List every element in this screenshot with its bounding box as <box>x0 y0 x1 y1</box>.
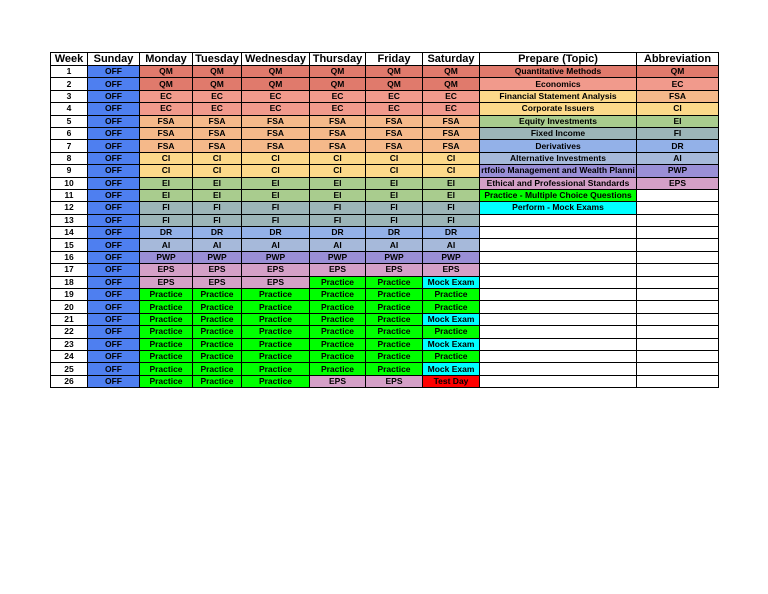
day-cell[interactable]: CI <box>366 165 423 177</box>
day-cell[interactable]: Practice <box>423 289 480 301</box>
day-cell[interactable]: Practice <box>423 326 480 338</box>
header-sunday[interactable]: Sunday <box>88 53 140 66</box>
day-cell[interactable]: EPS <box>310 375 366 387</box>
day-cell[interactable]: EI <box>193 189 242 201</box>
week-cell[interactable]: 20 <box>51 301 88 313</box>
topic-cell[interactable]: Perform - Mock Exams <box>480 202 637 214</box>
day-cell[interactable]: EI <box>242 177 310 189</box>
day-cell[interactable]: PWP <box>423 251 480 263</box>
day-cell[interactable]: Practice <box>193 289 242 301</box>
day-cell[interactable]: Practice <box>423 350 480 362</box>
header-thursday[interactable]: Thursday <box>310 53 366 66</box>
day-cell[interactable]: PWP <box>193 251 242 263</box>
abbreviation-cell[interactable]: CI <box>637 103 719 115</box>
day-cell[interactable]: QM <box>310 66 366 78</box>
week-cell[interactable]: 10 <box>51 177 88 189</box>
abbreviation-cell[interactable]: EC <box>637 78 719 90</box>
day-cell[interactable]: OFF <box>88 177 140 189</box>
day-cell[interactable]: FI <box>193 214 242 226</box>
week-cell[interactable]: 12 <box>51 202 88 214</box>
day-cell[interactable]: EI <box>423 189 480 201</box>
abbreviation-cell[interactable] <box>637 350 719 362</box>
day-cell[interactable]: Practice <box>140 375 193 387</box>
table-row <box>51 214 719 226</box>
day-cell[interactable]: FSA <box>366 140 423 152</box>
day-cell[interactable]: FI <box>140 214 193 226</box>
table-row <box>51 264 719 276</box>
table-row <box>51 289 719 301</box>
day-cell[interactable]: FSA <box>140 127 193 139</box>
table-row <box>51 115 719 127</box>
day-cell[interactable]: Practice <box>242 375 310 387</box>
topic-cell[interactable] <box>480 363 637 375</box>
day-cell[interactable]: OFF <box>88 227 140 239</box>
day-cell[interactable]: OFF <box>88 165 140 177</box>
topic-cell[interactable]: Corporate Issuers <box>480 103 637 115</box>
day-cell[interactable]: FI <box>423 214 480 226</box>
topic-cell[interactable] <box>480 375 637 387</box>
day-cell[interactable]: Practice <box>193 313 242 325</box>
schedule-body <box>51 66 719 388</box>
day-cell[interactable]: EPS <box>366 264 423 276</box>
topic-cell[interactable] <box>480 289 637 301</box>
header-row <box>51 53 719 66</box>
week-cell[interactable]: 17 <box>51 264 88 276</box>
day-cell[interactable]: Practice <box>193 301 242 313</box>
week-cell[interactable]: 19 <box>51 289 88 301</box>
day-cell[interactable]: CI <box>423 165 480 177</box>
abbreviation-cell[interactable] <box>637 326 719 338</box>
day-cell[interactable]: Practice <box>310 301 366 313</box>
day-cell[interactable]: OFF <box>88 301 140 313</box>
week-cell[interactable]: 22 <box>51 326 88 338</box>
abbreviation-cell[interactable]: QM <box>637 66 719 78</box>
abbreviation-cell[interactable]: EPS <box>637 177 719 189</box>
day-cell[interactable]: QM <box>366 66 423 78</box>
header-friday[interactable]: Friday <box>366 53 423 66</box>
table-row <box>51 251 719 263</box>
day-cell[interactable]: Practice <box>193 350 242 362</box>
day-cell[interactable]: OFF <box>88 289 140 301</box>
day-cell[interactable]: Practice <box>310 313 366 325</box>
topic-cell[interactable]: Equity Investments <box>480 115 637 127</box>
day-cell[interactable]: EI <box>193 177 242 189</box>
week-cell[interactable]: 23 <box>51 338 88 350</box>
topic-cell[interactable] <box>480 350 637 362</box>
abbreviation-cell[interactable] <box>637 202 719 214</box>
day-cell[interactable]: FSA <box>310 127 366 139</box>
day-cell[interactable]: EPS <box>193 264 242 276</box>
header-week[interactable]: Week <box>51 53 88 66</box>
day-cell[interactable]: EI <box>366 189 423 201</box>
day-cell[interactable]: CI <box>423 152 480 164</box>
week-cell[interactable]: 24 <box>51 350 88 362</box>
day-cell[interactable]: AI <box>140 239 193 251</box>
abbreviation-cell[interactable]: DR <box>637 140 719 152</box>
day-cell[interactable]: OFF <box>88 66 140 78</box>
table-row <box>51 78 719 90</box>
day-cell[interactable]: OFF <box>88 115 140 127</box>
day-cell[interactable]: OFF <box>88 375 140 387</box>
day-cell[interactable]: FI <box>140 202 193 214</box>
day-cell[interactable]: Practice <box>310 289 366 301</box>
day-cell[interactable]: FSA <box>140 115 193 127</box>
day-cell[interactable]: EI <box>310 177 366 189</box>
day-cell[interactable]: Practice <box>140 313 193 325</box>
table-row <box>51 338 719 350</box>
day-cell[interactable]: FSA <box>242 127 310 139</box>
header-abbreviation[interactable]: Abbreviation <box>637 53 719 66</box>
day-cell[interactable]: Practice <box>310 338 366 350</box>
day-cell[interactable]: AI <box>242 239 310 251</box>
table-row <box>51 165 719 177</box>
abbreviation-cell[interactable] <box>637 301 719 313</box>
table-row <box>51 239 719 251</box>
day-cell[interactable]: AI <box>423 239 480 251</box>
topic-cell[interactable] <box>480 264 637 276</box>
day-cell[interactable]: Practice <box>366 276 423 288</box>
day-cell[interactable]: CI <box>310 165 366 177</box>
day-cell[interactable]: EPS <box>140 276 193 288</box>
day-cell[interactable]: CI <box>193 165 242 177</box>
day-cell[interactable]: FSA <box>193 127 242 139</box>
abbreviation-cell[interactable]: EI <box>637 115 719 127</box>
abbreviation-cell[interactable] <box>637 214 719 226</box>
table-row <box>51 276 719 288</box>
day-cell[interactable]: Practice <box>242 289 310 301</box>
day-cell[interactable]: EC <box>242 103 310 115</box>
header-monday[interactable]: Monday <box>140 53 193 66</box>
day-cell[interactable]: OFF <box>88 127 140 139</box>
day-cell[interactable]: Mock Exam <box>423 363 480 375</box>
table-row <box>51 140 719 152</box>
day-cell[interactable]: QM <box>242 66 310 78</box>
day-cell[interactable]: OFF <box>88 350 140 362</box>
day-cell[interactable]: EC <box>423 90 480 102</box>
day-cell[interactable]: QM <box>310 78 366 90</box>
day-cell[interactable]: EPS <box>366 375 423 387</box>
topic-cell[interactable]: Derivatives <box>480 140 637 152</box>
abbreviation-cell[interactable] <box>637 264 719 276</box>
day-cell[interactable]: Practice <box>366 363 423 375</box>
week-cell[interactable]: 3 <box>51 90 88 102</box>
day-cell[interactable]: FSA <box>423 127 480 139</box>
day-cell[interactable]: OFF <box>88 326 140 338</box>
day-cell[interactable]: Practice <box>242 350 310 362</box>
day-cell[interactable]: QM <box>193 78 242 90</box>
day-cell[interactable]: DR <box>366 227 423 239</box>
table-row <box>51 375 719 387</box>
week-cell[interactable]: 1 <box>51 66 88 78</box>
day-cell[interactable]: FI <box>423 202 480 214</box>
abbreviation-cell[interactable] <box>637 276 719 288</box>
day-cell[interactable]: FSA <box>423 140 480 152</box>
abbreviation-cell[interactable] <box>637 227 719 239</box>
table-row <box>51 90 719 102</box>
table-row <box>51 326 719 338</box>
day-cell[interactable]: OFF <box>88 251 140 263</box>
day-cell[interactable]: CI <box>242 152 310 164</box>
day-cell[interactable]: FSA <box>242 115 310 127</box>
day-cell[interactable]: EC <box>366 90 423 102</box>
day-cell[interactable]: EC <box>193 103 242 115</box>
day-cell[interactable]: Practice <box>366 338 423 350</box>
day-cell[interactable]: EI <box>310 189 366 201</box>
topic-cell[interactable]: Ethical and Professional Standards <box>480 177 637 189</box>
day-cell[interactable]: OFF <box>88 313 140 325</box>
day-cell[interactable]: EC <box>242 90 310 102</box>
day-cell[interactable]: EI <box>140 189 193 201</box>
day-cell[interactable]: FI <box>242 202 310 214</box>
week-cell[interactable]: 14 <box>51 227 88 239</box>
table-row <box>51 127 719 139</box>
day-cell[interactable]: Practice <box>140 326 193 338</box>
header-tuesday[interactable]: Tuesday <box>193 53 242 66</box>
day-cell[interactable]: Practice <box>242 301 310 313</box>
day-cell[interactable]: QM <box>193 66 242 78</box>
topic-cell[interactable] <box>480 326 637 338</box>
day-cell[interactable]: EC <box>140 103 193 115</box>
day-cell[interactable]: Practice <box>366 326 423 338</box>
day-cell[interactable]: Practice <box>310 363 366 375</box>
table-row <box>51 350 719 362</box>
table-row <box>51 301 719 313</box>
day-cell[interactable]: CI <box>310 152 366 164</box>
day-cell[interactable]: OFF <box>88 189 140 201</box>
day-cell[interactable]: FSA <box>140 140 193 152</box>
day-cell[interactable]: OFF <box>88 276 140 288</box>
topic-cell[interactable] <box>480 251 637 263</box>
abbreviation-cell[interactable]: FSA <box>637 90 719 102</box>
day-cell[interactable]: EPS <box>310 264 366 276</box>
day-cell[interactable]: CI <box>193 152 242 164</box>
day-cell[interactable]: Practice <box>310 276 366 288</box>
table-row <box>51 227 719 239</box>
day-cell[interactable]: OFF <box>88 363 140 375</box>
day-cell[interactable]: DR <box>193 227 242 239</box>
table-row <box>51 177 719 189</box>
day-cell[interactable]: FSA <box>423 115 480 127</box>
abbreviation-cell[interactable]: PWP <box>637 165 719 177</box>
day-cell[interactable]: FI <box>242 214 310 226</box>
day-cell[interactable]: Mock Exam <box>423 276 480 288</box>
day-cell[interactable]: FSA <box>310 115 366 127</box>
day-cell[interactable]: OFF <box>88 214 140 226</box>
day-cell[interactable]: CI <box>242 165 310 177</box>
day-cell[interactable]: EPS <box>140 264 193 276</box>
topic-cell[interactable] <box>480 276 637 288</box>
day-cell[interactable]: FSA <box>310 140 366 152</box>
day-cell[interactable]: Practice <box>193 375 242 387</box>
day-cell[interactable]: QM <box>140 78 193 90</box>
header-wednesday[interactable]: Wednesday <box>242 53 310 66</box>
day-cell[interactable]: OFF <box>88 140 140 152</box>
day-cell[interactable]: DR <box>310 227 366 239</box>
day-cell[interactable]: OFF <box>88 152 140 164</box>
abbreviation-cell[interactable] <box>637 363 719 375</box>
day-cell[interactable]: OFF <box>88 103 140 115</box>
abbreviation-cell[interactable]: AI <box>637 152 719 164</box>
day-cell[interactable]: FI <box>366 214 423 226</box>
day-cell[interactable]: EC <box>310 103 366 115</box>
day-cell[interactable]: EI <box>242 189 310 201</box>
table-row <box>51 189 719 201</box>
abbreviation-cell[interactable] <box>637 313 719 325</box>
day-cell[interactable]: PWP <box>140 251 193 263</box>
day-cell[interactable]: FSA <box>193 115 242 127</box>
study-schedule-table <box>50 52 719 388</box>
day-cell[interactable]: Practice <box>366 289 423 301</box>
topic-cell[interactable]: Quantitative Methods <box>480 66 637 78</box>
table-row <box>51 103 719 115</box>
topic-cell[interactable] <box>480 239 637 251</box>
day-cell[interactable]: EC <box>366 103 423 115</box>
day-cell[interactable]: Mock Exam <box>423 313 480 325</box>
header-saturday[interactable]: Saturday <box>423 53 480 66</box>
abbreviation-cell[interactable] <box>637 375 719 387</box>
table-row <box>51 66 719 78</box>
day-cell[interactable]: Practice <box>193 363 242 375</box>
day-cell[interactable]: DR <box>242 227 310 239</box>
week-cell[interactable]: 7 <box>51 140 88 152</box>
day-cell[interactable]: QM <box>423 78 480 90</box>
week-cell[interactable]: 6 <box>51 127 88 139</box>
table-row <box>51 363 719 375</box>
day-cell[interactable]: AI <box>366 239 423 251</box>
week-cell[interactable]: 5 <box>51 115 88 127</box>
day-cell[interactable]: AI <box>310 239 366 251</box>
day-cell[interactable]: EC <box>140 90 193 102</box>
day-cell[interactable]: Practice <box>366 301 423 313</box>
day-cell[interactable]: Practice <box>242 326 310 338</box>
day-cell[interactable]: Test Day <box>423 375 480 387</box>
topic-cell[interactable]: Economics <box>480 78 637 90</box>
day-cell[interactable]: Practice <box>140 338 193 350</box>
day-cell[interactable]: OFF <box>88 78 140 90</box>
day-cell[interactable]: PWP <box>366 251 423 263</box>
topic-cell[interactable]: Financial Statement Analysis <box>480 90 637 102</box>
week-cell[interactable]: 15 <box>51 239 88 251</box>
abbreviation-cell[interactable] <box>637 189 719 201</box>
day-cell[interactable]: Practice <box>310 350 366 362</box>
day-cell[interactable]: PWP <box>310 251 366 263</box>
abbreviation-cell[interactable] <box>637 289 719 301</box>
day-cell[interactable]: EPS <box>242 276 310 288</box>
week-cell[interactable]: 18 <box>51 276 88 288</box>
day-cell[interactable]: EI <box>423 177 480 189</box>
day-cell[interactable]: Practice <box>423 301 480 313</box>
day-cell[interactable]: Practice <box>193 338 242 350</box>
day-cell[interactable]: Practice <box>140 301 193 313</box>
day-cell[interactable]: PWP <box>242 251 310 263</box>
day-cell[interactable]: OFF <box>88 202 140 214</box>
week-cell[interactable]: 16 <box>51 251 88 263</box>
day-cell[interactable]: FSA <box>366 115 423 127</box>
day-cell[interactable]: EC <box>310 90 366 102</box>
topic-cell[interactable]: Practice - Multiple Choice Questions <box>480 189 637 201</box>
day-cell[interactable]: EC <box>423 103 480 115</box>
day-cell[interactable]: Practice <box>310 326 366 338</box>
day-cell[interactable]: DR <box>140 227 193 239</box>
table-row <box>51 152 719 164</box>
day-cell[interactable]: FI <box>366 202 423 214</box>
day-cell[interactable]: Practice <box>242 338 310 350</box>
topic-cell[interactable] <box>480 227 637 239</box>
day-cell[interactable]: EC <box>193 90 242 102</box>
day-cell[interactable]: EI <box>140 177 193 189</box>
week-cell[interactable]: 4 <box>51 103 88 115</box>
week-cell[interactable]: 26 <box>51 375 88 387</box>
day-cell[interactable]: EPS <box>193 276 242 288</box>
day-cell[interactable]: FI <box>310 214 366 226</box>
day-cell[interactable]: CI <box>140 165 193 177</box>
day-cell[interactable]: Practice <box>242 363 310 375</box>
week-cell[interactable]: 9 <box>51 165 88 177</box>
day-cell[interactable]: OFF <box>88 338 140 350</box>
day-cell[interactable]: QM <box>423 66 480 78</box>
day-cell[interactable]: EPS <box>423 264 480 276</box>
week-cell[interactable]: 2 <box>51 78 88 90</box>
day-cell[interactable]: FI <box>193 202 242 214</box>
topic-cell[interactable] <box>480 313 637 325</box>
topic-cell[interactable]: rtfolio Management and Wealth Planni <box>481 165 635 176</box>
day-cell[interactable]: FSA <box>193 140 242 152</box>
header-prepare-topic[interactable]: Prepare (Topic) <box>480 53 637 66</box>
table-row <box>51 202 719 214</box>
week-cell[interactable]: 11 <box>51 189 88 201</box>
day-cell[interactable]: FI <box>310 202 366 214</box>
day-cell[interactable]: Practice <box>242 313 310 325</box>
abbreviation-cell[interactable]: FI <box>637 127 719 139</box>
topic-cell[interactable] <box>480 338 637 350</box>
day-cell[interactable]: FSA <box>242 140 310 152</box>
week-cell[interactable]: 8 <box>51 152 88 164</box>
day-cell[interactable]: QM <box>242 78 310 90</box>
day-cell[interactable]: Practice <box>193 326 242 338</box>
topic-cell[interactable]: Fixed Income <box>480 127 637 139</box>
topic-cell[interactable] <box>480 214 637 226</box>
day-cell[interactable]: OFF <box>88 239 140 251</box>
week-cell[interactable]: 25 <box>51 363 88 375</box>
day-cell[interactable]: Practice <box>140 289 193 301</box>
day-cell[interactable]: Practice <box>140 350 193 362</box>
day-cell[interactable]: Practice <box>366 350 423 362</box>
day-cell[interactable]: OFF <box>88 264 140 276</box>
day-cell[interactable]: Practice <box>366 313 423 325</box>
day-cell[interactable]: Practice <box>140 363 193 375</box>
abbreviation-cell[interactable] <box>637 239 719 251</box>
abbreviation-cell[interactable] <box>637 251 719 263</box>
day-cell[interactable]: QM <box>140 66 193 78</box>
day-cell[interactable]: EI <box>366 177 423 189</box>
day-cell[interactable]: Mock Exam <box>423 338 480 350</box>
week-cell[interactable]: 13 <box>51 214 88 226</box>
day-cell[interactable]: EPS <box>242 264 310 276</box>
topic-cell[interactable] <box>480 301 637 313</box>
day-cell[interactable]: DR <box>423 227 480 239</box>
day-cell[interactable]: CI <box>366 152 423 164</box>
week-cell[interactable]: 21 <box>51 313 88 325</box>
table-row <box>51 313 719 325</box>
day-cell[interactable]: CI <box>140 152 193 164</box>
abbreviation-cell[interactable] <box>637 338 719 350</box>
day-cell[interactable]: OFF <box>88 90 140 102</box>
day-cell[interactable]: FSA <box>366 127 423 139</box>
day-cell[interactable]: QM <box>366 78 423 90</box>
day-cell[interactable]: AI <box>193 239 242 251</box>
topic-cell[interactable]: Alternative Investments <box>480 152 637 164</box>
